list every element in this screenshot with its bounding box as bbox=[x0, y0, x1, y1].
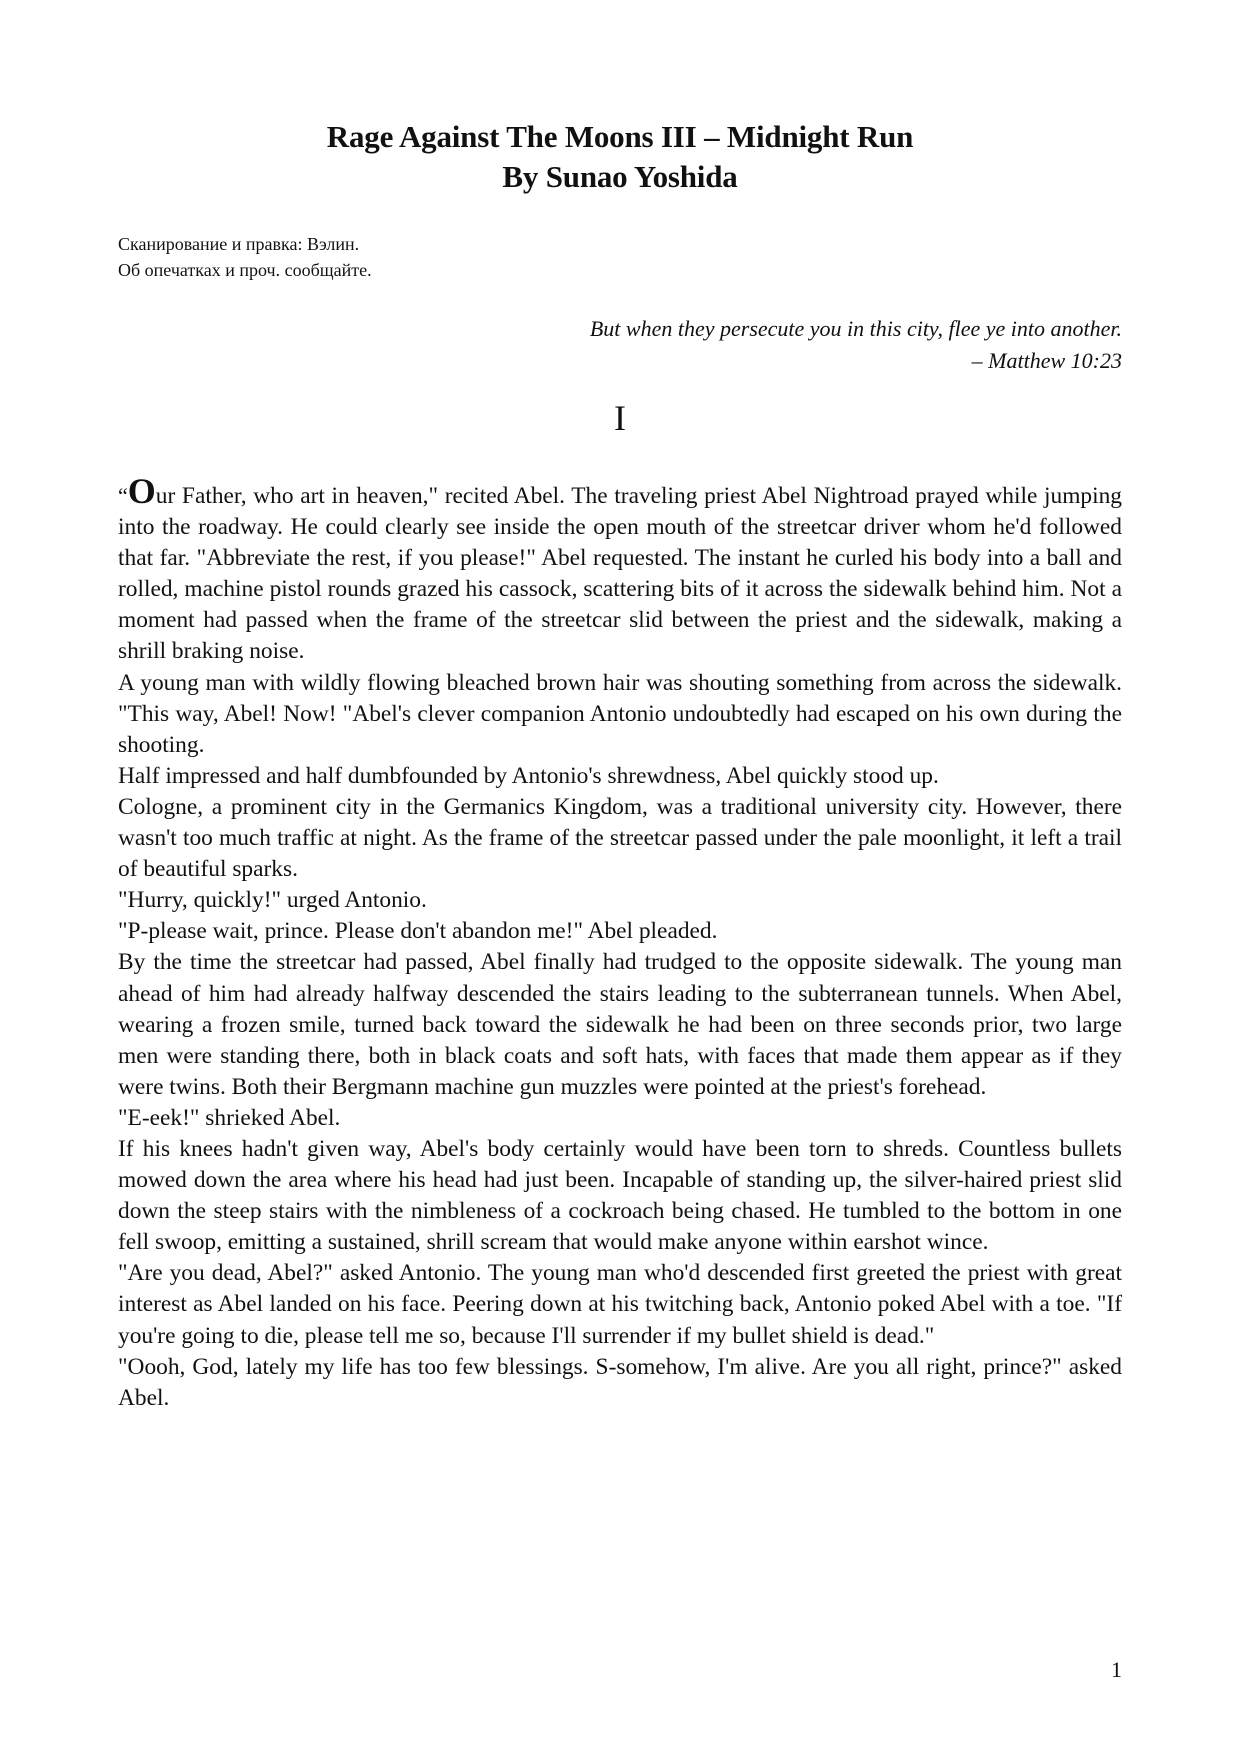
page-number: 1 bbox=[1111, 1657, 1122, 1682]
paragraph: Half impressed and half dumbfounded by Antonio's shrewdness, Abel quickly stood up. bbox=[118, 762, 939, 789]
document-title: Rage Against The Moons III – Midnight Run bbox=[326, 119, 914, 154]
drop-cap: O bbox=[127, 471, 156, 511]
paragraph: "P-please wait, prince. Please don't abandon me!" Abel pleaded. bbox=[118, 918, 718, 945]
epigraph bbox=[590, 313, 1122, 377]
paragraph bbox=[118, 471, 1122, 668]
paragraph: "Hurry, quickly!" urged Antonio. bbox=[118, 887, 427, 914]
paragraph: By the time the streetcar had passed, Abel finally had trudged to the opposite sidewalk. The young man ahead of him had already halfway descended the stairs leading to the subterranean tunnels. When Abel, wearing a frozen smile, turned back toward the sidewalk he had been on three seconds prior, two large men were standing there, both in black coats and soft hats, with faces that made them appear as if they were twins. Both their Bergmann machine gun muzzles were pointed at the priest's forehead. bbox=[118, 949, 1122, 1100]
opening-quote-mark: “ bbox=[118, 483, 128, 508]
epigraph-attribution: – Matthew 10:23 bbox=[971, 348, 1122, 373]
chapter-number: I bbox=[614, 398, 626, 438]
title-block bbox=[0, 117, 1240, 197]
scan-credits bbox=[118, 231, 372, 283]
body-text bbox=[118, 471, 1122, 1414]
credit-line: Сканирование и правка: Вэлин. bbox=[118, 234, 360, 254]
paragraph: Cologne, a prominent city in the Germanics Kingdom, was a traditional university city. However, there wasn't too much traffic at night. As the frame of the streetcar passed under the pale moonlight, it left a trail of beautiful sparks. bbox=[118, 793, 1122, 883]
paragraph: "Are you dead, Abel?" asked Antonio. The young man who'd descended first greeted the priest with great interest as Abel landed on his face. Peering down at his twitching back, Antonio poked Abel with a toe. "If you're going to die, please tell me so, because I'll surrender if my bullet shield is dead." bbox=[118, 1260, 1122, 1349]
paragraph: If his knees hadn't given way, Abel's body certainly would have been torn to shreds. Countless bullets mowed down the area where his head had just been. Incapable of standing up, the silver-haired priest slid down the steep stairs with the nimbleness of a cockroach being chased. He tumbled to the bottom in one fell swoop, emitting a sustained, shrill scream that would make anyone within earshot wince. bbox=[118, 1135, 1122, 1256]
epigraph-quote: But when they persecute you in this city, flee ye into another. bbox=[589, 316, 1122, 341]
paragraph: A young man with wildly flowing bleached brown hair was shouting something from across the sidewalk. "This way, Abel! Now! "Abel's clever companion Antonio undoubtedly had escaped on his own during the shooting. bbox=[118, 669, 1122, 758]
credit-line: Об опечатках и проч. сообщайте. bbox=[118, 260, 372, 280]
paragraph-text: ur Father, who art in heaven," recited Abel. The traveling priest Abel Nightroad prayed while jumping into the roadway. He could clearly see inside the open mouth of the streetcar driver whom he'd followed that far. "Abbreviate the rest, if you please!" Abel requested. The instant he curled his body into a ball and rolled, machine pistol rounds grazed his cassock, scattering bits of it across the sidewalk behind him. Not a moment had passed when the frame of the streetcar slid between the priest and the sidewalk, making a shrill braking noise. bbox=[118, 483, 1122, 665]
author-line: By Sunao Yoshida bbox=[502, 159, 738, 194]
paragraph: "E-eek!" shrieked Abel. bbox=[118, 1104, 341, 1131]
paragraph: "Oooh, God, lately my life has too few blessings. S-somehow, I'm alive. Are you all right, prince?" asked Abel. bbox=[118, 1353, 1122, 1411]
